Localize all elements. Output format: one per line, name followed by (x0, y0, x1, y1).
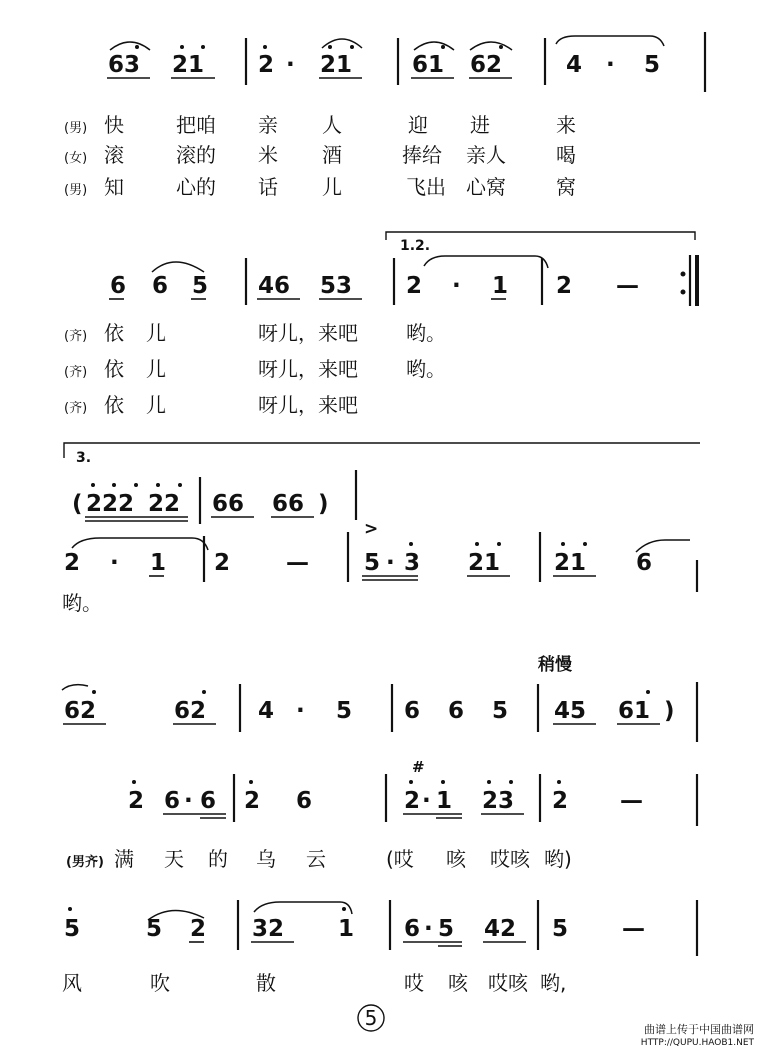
lyric: 快 (104, 113, 124, 137)
lyric: 捧给 (402, 143, 442, 167)
lyric: 知 (104, 175, 124, 199)
note: 2 (556, 273, 573, 299)
note-group: 63 (108, 52, 141, 78)
note: 6 (164, 788, 181, 814)
dot-extension: · (452, 273, 461, 299)
octave-dot (201, 45, 205, 49)
lyric: 的 (208, 847, 228, 871)
octave-dot (499, 45, 503, 49)
note: 2 (64, 550, 81, 576)
dash: — (286, 550, 309, 576)
note: 2 (128, 788, 145, 814)
octave-dot (178, 483, 182, 487)
dash: — (616, 273, 639, 299)
slur (470, 42, 512, 50)
lyric: 呀儿，来吧 (258, 357, 358, 381)
staff-line-4 (62, 654, 697, 742)
octave-dot (409, 780, 413, 784)
lyric: 哎咳 (488, 971, 528, 995)
tie-arc (72, 538, 208, 550)
lyric: 风 (62, 971, 82, 995)
note-group: 21 (468, 550, 501, 576)
note-group: 62 (470, 52, 503, 78)
note-group: 21 (320, 52, 353, 78)
repeat-dot (681, 290, 686, 295)
octave-dot (68, 907, 72, 911)
note: 2 (214, 550, 231, 576)
lyric: 米 (258, 143, 278, 167)
note-group: 46 (258, 273, 291, 299)
note: 2 (406, 273, 423, 299)
lyrics-block-1 (64, 113, 576, 199)
dash: — (620, 788, 643, 814)
octave-dot (112, 483, 116, 487)
note: 1 (150, 550, 167, 576)
sharp-mark: # (412, 758, 425, 776)
octave-dot (249, 780, 253, 784)
lyric: 天 (164, 847, 184, 871)
octave-dot (132, 780, 136, 784)
note-group: 222 (86, 491, 135, 517)
octave-dot (263, 45, 267, 49)
lyric: 人 (322, 113, 342, 137)
lyric: 酒 (322, 143, 342, 167)
note: 1 (492, 273, 509, 299)
note-group: 66 (212, 491, 245, 517)
lyric: 飞出 (406, 175, 446, 199)
lyric: 哎咳 (490, 847, 530, 871)
note: 5 (64, 916, 81, 942)
note-group: 22 (148, 491, 181, 517)
lyric: 哟。 (406, 321, 446, 345)
lyric: 依 (104, 393, 124, 417)
dot-extension: · (184, 788, 193, 814)
note-group: 42 (484, 916, 517, 942)
lyrics-block-2 (64, 321, 446, 417)
tie-arc (62, 685, 88, 690)
voice-tag: (齐) (64, 401, 88, 416)
staff-line-2 (109, 232, 697, 306)
octave-dot (557, 780, 561, 784)
tie-arc (424, 256, 548, 268)
lyric: 滚的 (176, 143, 216, 167)
note: 5 (438, 916, 455, 942)
note-group: 45 (554, 698, 587, 724)
watermark (641, 1022, 755, 1048)
octave-dot (409, 542, 413, 546)
voice-tag: (男齐) (66, 855, 104, 870)
note: 1 (338, 916, 355, 942)
voice-tag: (男) (64, 121, 88, 136)
note: 2 (190, 916, 207, 942)
tie-arc (556, 36, 664, 46)
lyric: 满 (114, 847, 134, 871)
voice-tag: (女) (64, 151, 88, 166)
volta-bracket (64, 443, 700, 458)
lyric: 迎 (408, 113, 428, 137)
lyric: 散 (256, 971, 276, 995)
watermark-line-2: HTTP://QUPU.HAOB1.NET (640, 1038, 754, 1048)
watermark-line-1: 曲谱上传于中国曲谱网 (644, 1023, 754, 1036)
note: 5 (552, 916, 569, 942)
note-group: 61 (618, 698, 651, 724)
lyric: 来 (556, 113, 576, 137)
note-group: 23 (482, 788, 515, 814)
volta-bracket (386, 232, 695, 240)
octave-dot (91, 483, 95, 487)
octave-dot (156, 483, 160, 487)
paren: ( (72, 491, 83, 517)
tempo-mark: 稍慢 (538, 655, 572, 675)
note: 6 (152, 273, 169, 299)
slur (110, 42, 150, 50)
note: 5 (146, 916, 163, 942)
octave-dot (441, 780, 445, 784)
voice-tag: (齐) (64, 329, 88, 344)
slur (152, 262, 204, 272)
octave-dot (475, 542, 479, 546)
dot-extension: · (296, 698, 305, 724)
slur (414, 42, 454, 50)
lyric: 喝 (556, 143, 576, 167)
octave-dot (135, 45, 139, 49)
note: 5 (364, 550, 381, 576)
note: 2 (258, 52, 275, 78)
dash: — (622, 916, 645, 942)
octave-dot (202, 690, 206, 694)
note: 5 (492, 698, 509, 724)
dot-extension: · (386, 550, 395, 576)
lyric: 儿 (146, 393, 166, 417)
voice-tag: (男) (64, 183, 88, 198)
slur (322, 39, 362, 48)
staff-line-1 (107, 32, 705, 92)
note-group: 21 (554, 550, 587, 576)
note: 6 (110, 273, 127, 299)
lyric: 依 (104, 357, 124, 381)
lyric: 呀儿，来吧 (258, 321, 358, 345)
dot-extension: · (424, 916, 433, 942)
accent-mark: > (364, 519, 379, 539)
lyrics-block-3 (66, 847, 572, 871)
staff-line-5 (128, 758, 697, 826)
octave-dot (350, 45, 354, 49)
note-group: 32 (252, 916, 285, 942)
lyric: 进 (470, 113, 490, 137)
dot-extension: · (286, 52, 295, 78)
note: 1 (436, 788, 453, 814)
octave-dot (180, 45, 184, 49)
page-number-text: 5 (364, 1006, 378, 1030)
lyric: 话 (258, 175, 278, 199)
dot-extension: · (606, 52, 615, 78)
note: 6 (636, 550, 653, 576)
note: 6 (448, 698, 465, 724)
lyric: 儿 (146, 357, 166, 381)
note-group: 66 (272, 491, 305, 517)
lyric: 乌 (256, 847, 276, 871)
lyric: 儿 (322, 175, 342, 199)
octave-dot (583, 542, 587, 546)
note-group: 62 (64, 698, 97, 724)
note-group: 61 (412, 52, 445, 78)
octave-dot (134, 483, 138, 487)
note: 5 (192, 273, 209, 299)
lyric: 哟。 (62, 591, 102, 615)
lyric: 心窝 (466, 175, 506, 199)
lyric: 亲人 (466, 143, 506, 167)
lyric: 把咱 (176, 113, 216, 137)
lyric: 窝 (556, 175, 576, 199)
octave-dot (441, 45, 445, 49)
dot-extension: · (422, 788, 431, 814)
lyric: 哟) (544, 847, 572, 871)
lyric: 咳 (448, 971, 468, 995)
page-number (358, 1005, 384, 1031)
lyric: 哎 (404, 971, 424, 995)
note: 6 (404, 916, 421, 942)
lyric: 云 (306, 847, 326, 871)
tie-arc (254, 902, 352, 914)
voice-tag: (齐) (64, 365, 88, 380)
octave-dot (487, 780, 491, 784)
octave-dot (328, 45, 332, 49)
lyric: 呀儿，来吧 (258, 393, 358, 417)
lyric: 咳 (446, 847, 466, 871)
octave-dot (342, 907, 346, 911)
staff-line-6 (62, 900, 697, 995)
note: 2 (404, 788, 421, 814)
octave-dot (509, 780, 513, 784)
repeat-dot (681, 272, 686, 277)
lyric: 心的 (176, 175, 216, 199)
lyric: 哟。 (406, 357, 446, 381)
note: 5 (336, 698, 353, 724)
lyric: 吹 (150, 971, 170, 995)
note-group: 53 (320, 273, 353, 299)
dot-extension: · (110, 550, 119, 576)
volta-label: 3. (76, 450, 92, 466)
note: 4 (566, 52, 583, 78)
note: 3 (404, 550, 421, 576)
note: 6 (200, 788, 217, 814)
octave-dot (646, 690, 650, 694)
note-group: 21 (172, 52, 205, 78)
lyric: (哎 (386, 847, 414, 871)
note: 2 (244, 788, 261, 814)
paren: ) (664, 698, 675, 724)
lyric: 亲 (258, 113, 278, 137)
staff-line-3 (62, 443, 700, 615)
lyric: 哟, (540, 971, 567, 995)
octave-dot (561, 542, 565, 546)
lyric: 儿 (146, 321, 166, 345)
note: 4 (258, 698, 275, 724)
paren: ) (318, 491, 329, 517)
note: 6 (404, 698, 421, 724)
volta-label: 1.2. (400, 238, 431, 254)
note: 5 (644, 52, 661, 78)
octave-dot (92, 690, 96, 694)
note: 2 (552, 788, 569, 814)
lyric: 滚 (104, 143, 124, 167)
note: 6 (296, 788, 313, 814)
octave-dot (497, 542, 501, 546)
lyric: 依 (104, 321, 124, 345)
note-group: 62 (174, 698, 207, 724)
